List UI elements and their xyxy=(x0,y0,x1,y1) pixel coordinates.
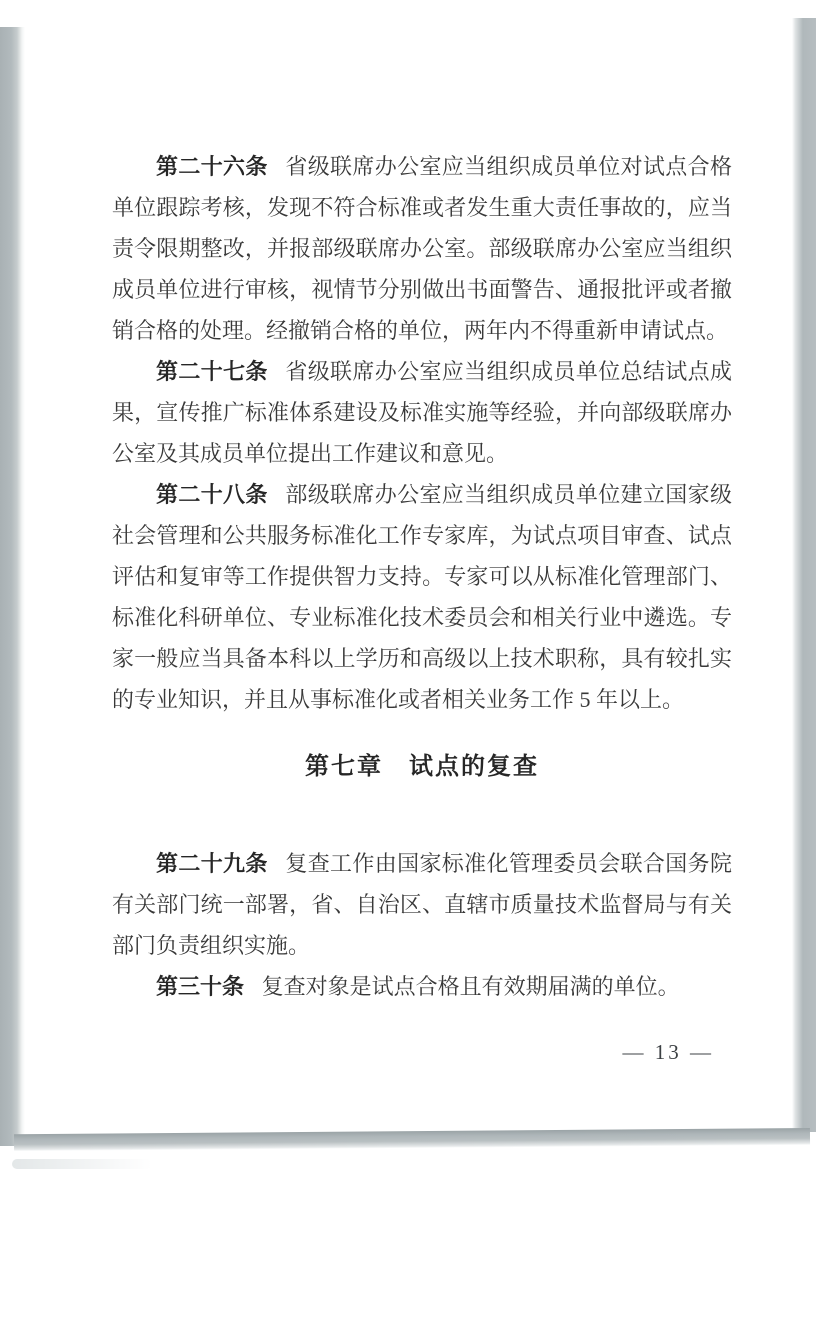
article-29-label: 第二十九条 xyxy=(156,851,268,876)
article-27 xyxy=(112,351,732,474)
article-28 xyxy=(112,474,732,720)
article-28-text: 部级联席办公室应当组织成员单位建立国家级社会管理和公共服务标准化工作专家库，为试点项目审查、试点评估和复审等工作提供智力支持。专家可以从标准化管理部门、标准化科研单位、专业标准化技术委员会和相关行业中遴选。专家一般应当具备本科以上学历和高级以上技术职称，具有较扎实的专业知识，并且从事标准化或者相关业务工作 5 年以上。 xyxy=(112,482,732,712)
article-28-label: 第二十八条 xyxy=(156,482,268,507)
article-29 xyxy=(112,843,732,966)
document-body xyxy=(112,146,732,1073)
scan-edge-right xyxy=(792,18,816,1132)
article-26 xyxy=(112,146,732,351)
scan-smudge-bottom-left xyxy=(12,1159,152,1169)
article-29-text: 复查工作由国家标准化管理委员会联合国务院有关部门统一部署，省、自治区、直辖市质量技术监督局与有关部门负责组织实施。 xyxy=(112,851,732,958)
article-26-label: 第二十六条 xyxy=(156,154,268,179)
page-number: — 13 — xyxy=(622,1040,714,1064)
scan-edge-left xyxy=(0,27,25,1146)
article-30-label: 第三十条 xyxy=(156,974,245,999)
article-27-text: 省级联席办公室应当组织成员单位总结试点成果，宣传推广标准体系建设及标准实施等经验，并向部级联席办公室及其成员单位提出工作建议和意见。 xyxy=(112,359,732,466)
article-30-text: 复查对象是试点合格且有效期届满的单位。 xyxy=(261,974,680,999)
chapter-heading: 第七章 试点的复查 xyxy=(305,753,539,780)
article-27-label: 第二十七条 xyxy=(156,359,268,384)
article-30 xyxy=(112,966,732,1007)
scan-edge-bottom xyxy=(14,1128,810,1151)
article-26-text: 省级联席办公室应当组织成员单位对试点合格单位跟踪考核，发现不符合标准或者发生重大责任事故的，应当责令限期整改，并报部级联席办公室。部级联席办公室应当组织成员单位进行审核，视情节分别做出书面警告、通报批评或者撤销合格的处理。经撤销合格的单位，两年内不得重新申请试点。 xyxy=(112,154,732,343)
